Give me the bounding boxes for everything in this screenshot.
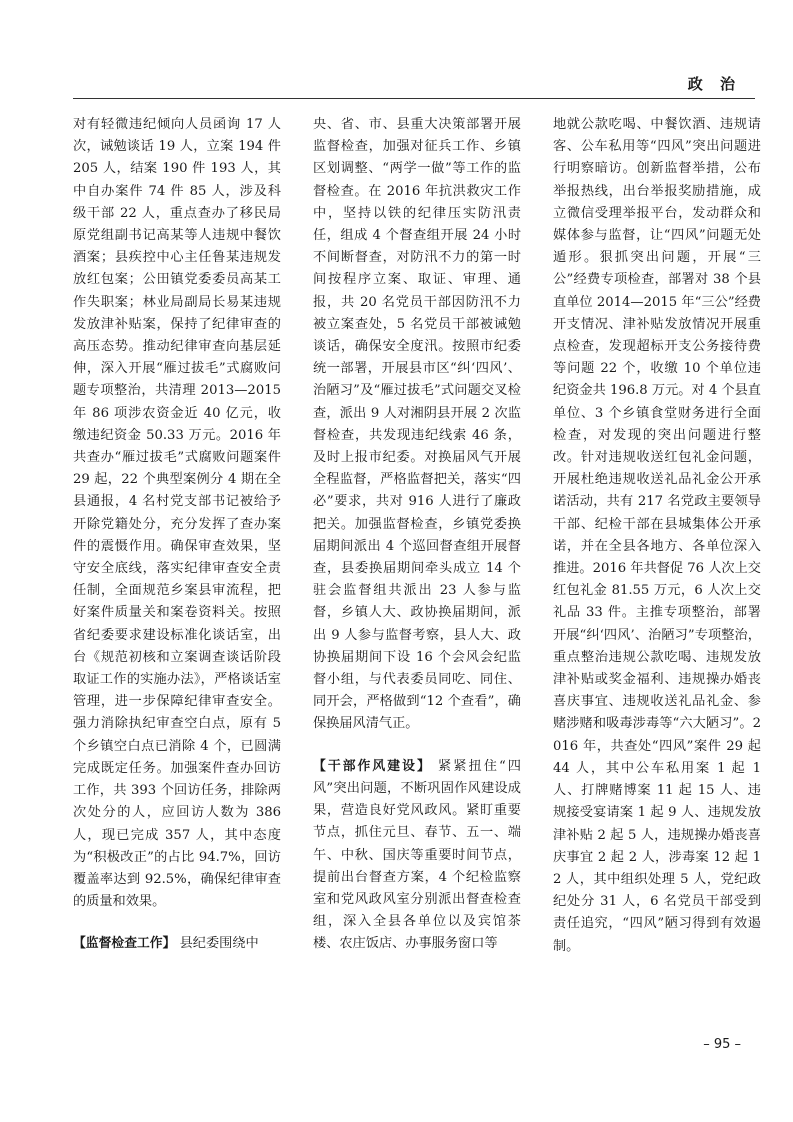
section-heading-supervision: 【监督检查工作】 — [73, 936, 176, 952]
section-cadre-style — [313, 756, 521, 956]
paragraph-cadre-style-continued: 地就公款吃喝、中餐饮酒、违规请客、公车私用等“四风”突出问题进行明察暗访。创新监督举措，公布举报热线，出台举报奖励措施，成立微信受理举报平台，发动群众和媒体参与监督，让“四风”问题无处遁形。狠抓突出问题，开展“三公”经费专项检查，部署对 38 个县直单位 2014—2015 年“三公”经费开支情况、津补贴发放情况开展重点检查，发现超标开支公务接待费等问题 22 个，收缴 10 个单位违纪资金共 196.8 万元。对 4 个县直单位、3 个乡镇食堂财务进行全面检查，对发现的突出问题进行整改。针对违规收送红包礼金问题，开展杜绝违规收送礼品礼金公开承诺活动，共有 217 名党政主要领导干部、纪检干部在县城集体公开承诺，并在全县各地方、各单位深入推进。2016 年共督促 76 人次上交红包礼金 81.55 万元，6 人次上交礼品 33 件。主推专项整治，部署开展“纠‘四风’、治陋习”专项整治，重点整治违规公款吃喝、违规发放津补贴或奖金福利、违规操办婚丧喜庆事宜、违规收送礼品礼金、参赌涉赌和吸毒涉毒等“六大陋习”。2016 年，共查处“四风”案件 29 起 44 人，其中公车私用案 1 起 1 人、打牌赌博案 11 起 15 人、违规接受宴请案 1 起 9 人、违规发放津补贴 2 起 5 人，违规操办婚丧喜庆事宜 2 起 2 人，涉毒案 12 起 12 人，其中组织处理 5 人，党纪政纪处分 31 人，6 名党员干部受到责任追究，“四风”陋习得到有效遏制。 — [553, 117, 761, 954]
text-column-2 — [313, 114, 521, 956]
paragraph-supervision-start: 县纪委围绕中 — [179, 936, 259, 952]
paragraph-cadre-style-start: 紧紧扭住“四风”突出问题，不断巩固作风建设成果，营造良好党风政风。紧盯重要节点，抓住元旦、春节、五一、端午、中秋、国庆等重要时间节点，提前出台督查方案，4 个纪检监察室和党风政风室分别派出督查检查组，深入全县各单位以及宾馆茶楼、农庄饭店、办事服务窗口等 — [313, 758, 521, 952]
paragraph-supervision-continued: 央、省、市、县重大决策部署开展监督检查，加强对征兵工作、乡镇区划调整、“两学一做”等工作的监督检查。在 2016 年抗洪救灾工作中，坚持以铁的纪律压实防汛责任，组成 4 个督查组开展 24 小时不间断督查，对防汛不力的第一时间按程序立案、取证、审理、通报，共 20 名党员干部因防汛不力被立案查处，5 名党员干部被诫勉谈话，确保安全度汛。按照市纪委统一部署，开展县市区“纠‘四风’、治陋习”及“雁过拔毛”式问题交叉检查，派出 9 人对湘阴县开展 2 次监督检查，共发现违纪线索 46 条，及时上报市纪委。对换届风气开展全程监督，严格监督把关，落实“四必”要求，共对 916 人进行了廉政把关。加强监督检查，乡镇党委换届期间派出 4 个巡回督查组开展督查，县委换届期间牵头成立 14 个驻会监督组共派出 23 人参与监督，乡镇人大、政协换届期间，派出 9 人参与监督考察，县人大、政协换届期间下设 16 个会风会纪监督小组，与代表委员同吃、同住、同开会，严格做到“12 个查看”，确保换届风清气正。 — [313, 117, 521, 732]
text-column-3 — [553, 114, 761, 958]
section-supervision — [73, 933, 281, 955]
page-number: – 95 – — [703, 1037, 741, 1052]
text-column-1 — [73, 114, 281, 956]
section-title: 政 治 — [687, 75, 741, 93]
section-heading-cadre-style: 【干部作风建设】 — [313, 758, 432, 774]
paragraph-discipline-review: 对有轻微违纪倾向人员函询 17 人次，诫勉谈话 19 人，立案 194 件 205 人，结案 190 件 193 人，其中自办案件 74 件 85 人，涉及科级干部 22 人，重点查办了移民局原党组副书记高某等人违规中餐饮酒案；县疾控中心主任鲁某违规发放红包案；公田镇党委委员高某工作失职案；林业局副局长易某违规发放津补贴案，保持了纪律审查的高压态势。推动纪律审查向基层延伸，深入开展“雁过拔毛”式腐败问题专项整治，共清理 2013—2015 年 86 项涉农资金近 40 亿元，收缴违纪资金 50.33 万元。2016 年共查办“雁过拔毛”式腐败问题案件 29 起，22 个典型案例分 4 期在全县通报，4 名村党支部书记被给予开除党籍处分，充分发挥了查办案件的震慑作用。确保审查效果，坚守安全底线，落实纪律审查安全责任制，全面规范乡案县审流程，把好案件质量关和案卷资料关。按照省纪委要求建设标准化谈话室，出台《规范初核和立案调查谈话阶段取证工作的实施办法》，严格谈话室管理，进一步保障纪律审查安全。强力消除执纪审查空白点，原有 5 个乡镇空白点已消除 4 个，已圆满完成既定任务。加强案件查办回访工作，共 393 个回访任务，排除两次处分的人，应回访人数为 386 人，现已完成 357 人，其中态度为“积极改正”的占比 94.7%，回访覆盖率达到 92.5%，确保纪律审查的质量和效果。 — [73, 117, 281, 910]
header-divider — [73, 98, 755, 99]
